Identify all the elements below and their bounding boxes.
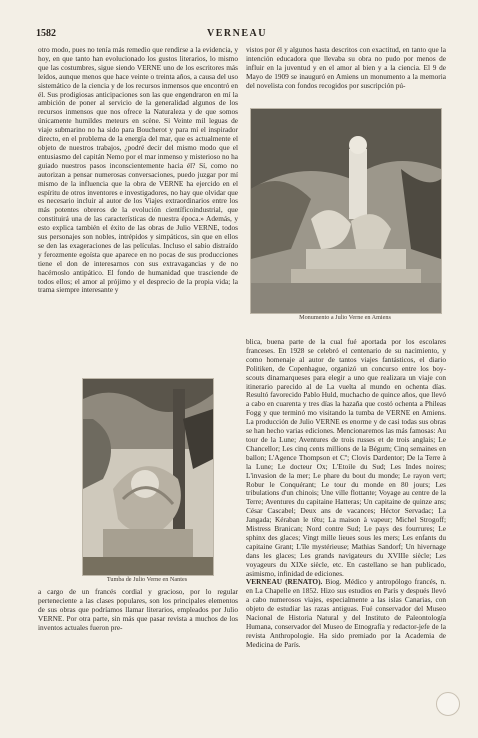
tomb-caption: Tumba de Julio Verne en Nantes [106, 576, 188, 583]
entry-body: Biog. Médico y antropólogo francés, n. en La Chapelle en 1852. Hizo sus estudios en París y después llevó a cabo numerosos viajes, especialmente a las islas Canarias, con objeto de estudiar las razas antiguas. Fué conservador del Museo Nacional de Historia Natural y del Instituto de Paleontología Humana, conservador del Museo de Etnografía y redactor-jefe de la revista Anthropologie. Ha sido premiado por la Academia de Medicina de París. [246, 577, 446, 649]
verneau-entry [246, 578, 446, 649]
right-column-top-paragraph: vistos por él y algunos hasta descritos con exactitud, en tanto que la intención educadora que llevaba su obra no pudo por menos de influir en la juventud y en el amor al bien y a la ciencia. El 9 de Mayo de 1909 se inauguró en Amiens un monumento a la memoria del novelista con fondos recogidos por suscripción pú- [246, 46, 446, 90]
monument-caption: Monumento a Julio Verne en Amiens [299, 314, 391, 321]
entry-headword: VERNEAU (RENATO). [246, 577, 323, 587]
corner-stamp [436, 692, 460, 716]
page-header [36, 26, 438, 40]
monument-photograph [250, 108, 442, 314]
left-column-bottom-paragraph: a cargo de un francés cordial y gracioso, por lo regular perteneciente a las clases populares, son los principales elementos de sus obras que podríamos llamar literarios, empleados por Julio VERNE. Por otra parte, sin más que pasar revista a muchos de los inventos actuales fueron pre- [38, 588, 238, 632]
left-column-bottom-text [38, 588, 238, 712]
tomb-photograph [82, 378, 214, 576]
left-column-top-text [38, 46, 238, 374]
right-column-paragraph: blica, buena parte de la cual fué aportada por los escolares franceses. En 1928 se celebró el centenario de su nacimiento, y como homenaje al autor de tantos viajes fantásticos, el diario Politiken, de Copenhague, organizó un concurso entre los boy-scouts dinamarqueses para elegir a uno que realizara un viaje con itinerario parecido al de La vuelta al mundo en ochenta días. Resultó favorecido Pablo Huld, muchacho de quince años, que llevó a cabo en cuarenta y tres días la hazaña que costó ochenta a Phileas Fogg y que terminó mo visitando la tumba de VERNE en Amiens. La producción de Julio VERNE es enorme y de casi todas sus obras se han hecho varias ediciones. Mencionaremos las más famosas: Au tour de la Lune; Aventures de trois russes et de trois anglais; Le Chancellor; Les cinq cents millions de la Bégum; Cinq semaines en ballon; L'Agence Thompson et Cº; Clovis Dardentor; De la Terre à la Lune; Le docteur Ox; L'Etoile du Sud; Les Indes noires; L'invasion de la mer; Le phare du bout du monde; Le rayon vert; Robur le Conquérant; Le tour du monde en 80 jours; Les tribulations d'un chinois; Une ville flottante; Voyage au centre de la Terre; Aventures du capitaine Hatteras; Un capitaine de quinze ans; César Cascabel; Deux ans de vacances; Héctor Servadac; La Jangada; Kéraban le têtu; La maison à vapeur; Michel Strogoff; Mistress Branican; Nord contre Sud; Le pays des fourrures; Le sphinx des glaces; Vingt mille lieues sous les mers; Les enfants du capitaine Grant; L'île mystérieuse; Mathias Sandorf; Un hivernage dans les glaces; Les grands navigateurs du XVIIIe siècle; Les voyageurs du XIXe siècle, etc. En castellano se han publicado, asimismo, infinidad de ediciones. [246, 338, 446, 578]
right-column-main-text [246, 338, 446, 712]
left-column-paragraph: otro modo, pues no tenía más remedio que rendirse a la evidencia, y hoy, en que tanto han evolucionado los gustos literarios, lo mismo que las costumbres, sigue siendo VERNE uno de los escritores más leídos, aunque menos que hace veinte o treinta años, a causa del uso sistemático de la ciencia y de los recursos inmensos que encontró en él. Sus prodigiosas anticipaciones son las que engendraron en mí la ambición de poner al servicio de la generalidad algunos de los recursos inmensos que nos ofrece la Naturaleza y de que somos únicamente humildes meteurs en scène. Si Veinte mil leguas de viaje submarino no ha sido para Boucherot y para mí el inspirador directo, en el problema de la energía del mar, que es actualmente el objeto de nuestros trabajos, ¿podré decir del mismo modo que el entusiasmo del capitán Nemo por el mar inmenso y misterioso no ha guiado nuestros pasos inconscientemente hacia él? Sí, como no autorizan a pensar numerosas conversaciones, puedo juzgar por mí mismo de la influencia que la obra de VERNE ha ejercido en el espíritu de otros inventores e investigadores, no hay que olvidar que es necesario incluir al autor de los Viajes extraordinarios entre los más potentes obreros de la evolución científicoindustrial, que constituirá una de las características de nuestra época.» Además, y esto explica también el éxito de las obras de Julio VERNE, todos sus personajes son nobles, intrépidos y simpáticos, sin que en ellos se den las exageraciones de las películas. Incluso el sabio distraído y ferozmente egoísta que aparece en no pocas de sus producciones tiene el don de interesarnos con sus extravagancias y de no hacérnoslo antipático. El fondo de humanidad que trasciende de todos ellos; el amor al prójimo y el desprecio de la propia vida; la trama siempre interesante y [38, 46, 238, 295]
right-column-top-text [246, 46, 446, 106]
page-title: VERNEAU [207, 27, 267, 39]
page-number: 1582 [36, 27, 56, 39]
